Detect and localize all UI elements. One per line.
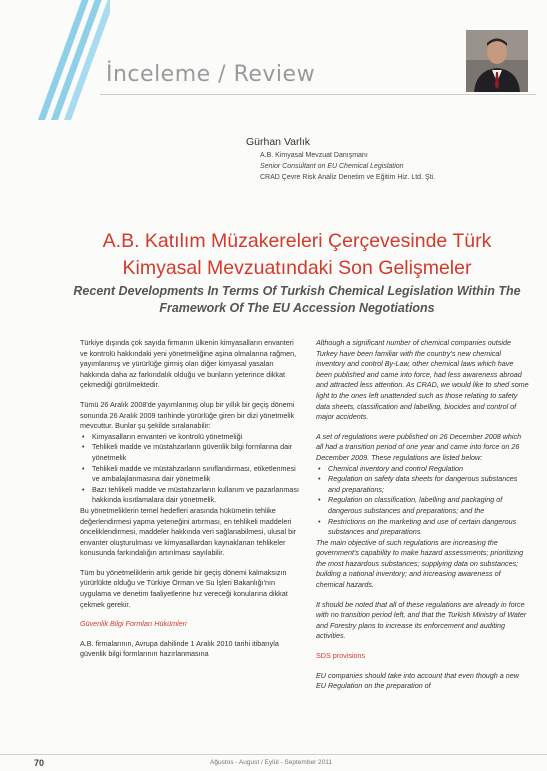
author-photo (466, 30, 528, 92)
page-number: 70 (34, 758, 45, 768)
page-footer (0, 754, 547, 771)
paragraph: Although a significant number of chemical companies outside Turkey have been familiar with the country's new chemical inventory and control By-Law, other chemical laws which have been published and came into force, had less awareness abroad and attracted less attention. As CRAD, we would like to shed some light to the ones left unattended such as those relating to safety data sheets, classification and labelling, biocides and control of major accidents. (316, 338, 529, 422)
paragraph: EU companies should take into account that even though a new EU Regulation on the preparation of (316, 670, 519, 691)
list-item: • Tehlikeli madde ve müstahzarların güvenlik bilgi formlarına dair yönetmelik (92, 442, 302, 463)
subheading: SDS provisions (316, 651, 366, 661)
article-title-turkish: A.B. Katılım Müzakereleri Çerçevesinde Türk Kimyasal Mevzuatındaki Son Gelişmeler (102, 230, 492, 279)
list-item: • Kimyasalların envanteri ve kontrolü yönetmeliği (92, 432, 302, 443)
list-item: • Regulation on classification, labelling and packaging of dangerous substances and preparations; and the (328, 495, 530, 516)
right-column (316, 338, 530, 701)
regulation-list (316, 464, 530, 538)
subheading: Güvenlik Bilgi Formları Hükümleri (80, 619, 187, 629)
section-title: İnceleme / Review (106, 62, 316, 87)
header-divider (100, 94, 536, 95)
paragraph: A.B. firmalarının, Avrupa dahilinde 1 Aralık 2010 tarihi itibarıyla güvenlik bilgi formlarının hazırlanmasına (80, 638, 279, 659)
issue-date: Ağustos - August / Eylül - September 2011 (210, 759, 333, 766)
author-name: Gürhan Varlık (246, 136, 310, 148)
article-title-english: Recent Developments In Terms Of Turkish Chemical Legislation Within The Framework Of The EU Accession Negotiations (73, 284, 521, 315)
list-item: • Tehlikeli madde ve müstahzarların sınıflandırması, etiketlenmesi ve ambalajlanmasına dair yönetmelik (92, 464, 302, 485)
list-item: • Regulation on safety data sheets for dangerous substances and preparations; (328, 474, 530, 495)
paragraph: A set of regulations were published on 26 December 2008 which all had a transition period of one year and came into force on 26 December 2009. These regulations are listed below: (316, 431, 522, 462)
paragraph: Tüm bu yönetmeliklerin artık geride bir geçiş dönemi kalmaksızın yürürlükte olduğu ve Türkiye Orman ve Su İşleri Bakanlığı'nın uygulama ve denetim faaliyetlerine hız vereceği konularına dikkat çekmek gerekir. (80, 567, 288, 609)
list-item: • Bazı tehlikeli madde ve müstahzarların kullanım ve pazarlanması hakkında kısıtlamalara dair yönetmelik. (92, 485, 302, 506)
author-title-tr: A.B. Kimyasal Mevzuat Danışmanı (260, 152, 368, 159)
decorative-stripes (0, 0, 110, 120)
paragraph: It should be noted that all of these regulations are already in force with no transition period left, and that the Turkish Ministry of Water and Forestry plans to increase its enforcement and auditing activities. (316, 599, 527, 641)
author-title-en: Senior Consultant on EU Chemical Legislation (260, 163, 404, 170)
left-column (80, 338, 302, 669)
paragraph: Bu yönetmeliklerin temel hedefleri arasında hükümetin tehlike değerlendirmesi yapma yeteneğini artırması, en tehlikeli maddeleri önceliklendirmesi, maddeler hakkında veri sağlanabilmesi, ulusal bir envanter oluşturulması ve kimyasallardan kaynaklanan tehlikeler konusunda farkındalığın artırılması sayılabilir. (80, 505, 297, 558)
paragraph: The main objective of such regulations are increasing the government's capability to make hazard assessments; prioritizing the most hazardous substances; supplying data on substances; building a national inventory; and increasing awareness of chemical hazards. (316, 537, 524, 590)
list-item: • Restrictions on the marketing and use of certain dangerous substances and preparations. (328, 517, 530, 538)
paragraph: Tümü 26 Aralık 2008'de yayımlanmış olup bir yıllık bir geçiş dönemi sonunda 26 Aralık 2009 tarihinde yürürlüğe giren bir dizi yönetmelik mevcuttur. Bunlar şu şekilde sıralanabilir: (80, 399, 295, 431)
paragraph: Türkiye dışında çok sayıda firmanın ülkenin kimyasalların envanteri ve kontrolü hakkındaki yeni yönetmeliğine aşina olmalarına rağmen, yayımlanmış ve yürürlüğe girmiş olan diğer kimyasal yasaları hakkında daha az farkındalık olduğu ve bunların yeterince dikkat çekmediği görülmektedir. (80, 338, 297, 390)
list-item: • Chemical inventory and control Regulation (328, 464, 530, 475)
regulation-list (80, 432, 302, 506)
author-company: CRAD Çevre Risk Analiz Denetim ve Eğitim Hiz. Ltd. Şti. (260, 174, 436, 181)
